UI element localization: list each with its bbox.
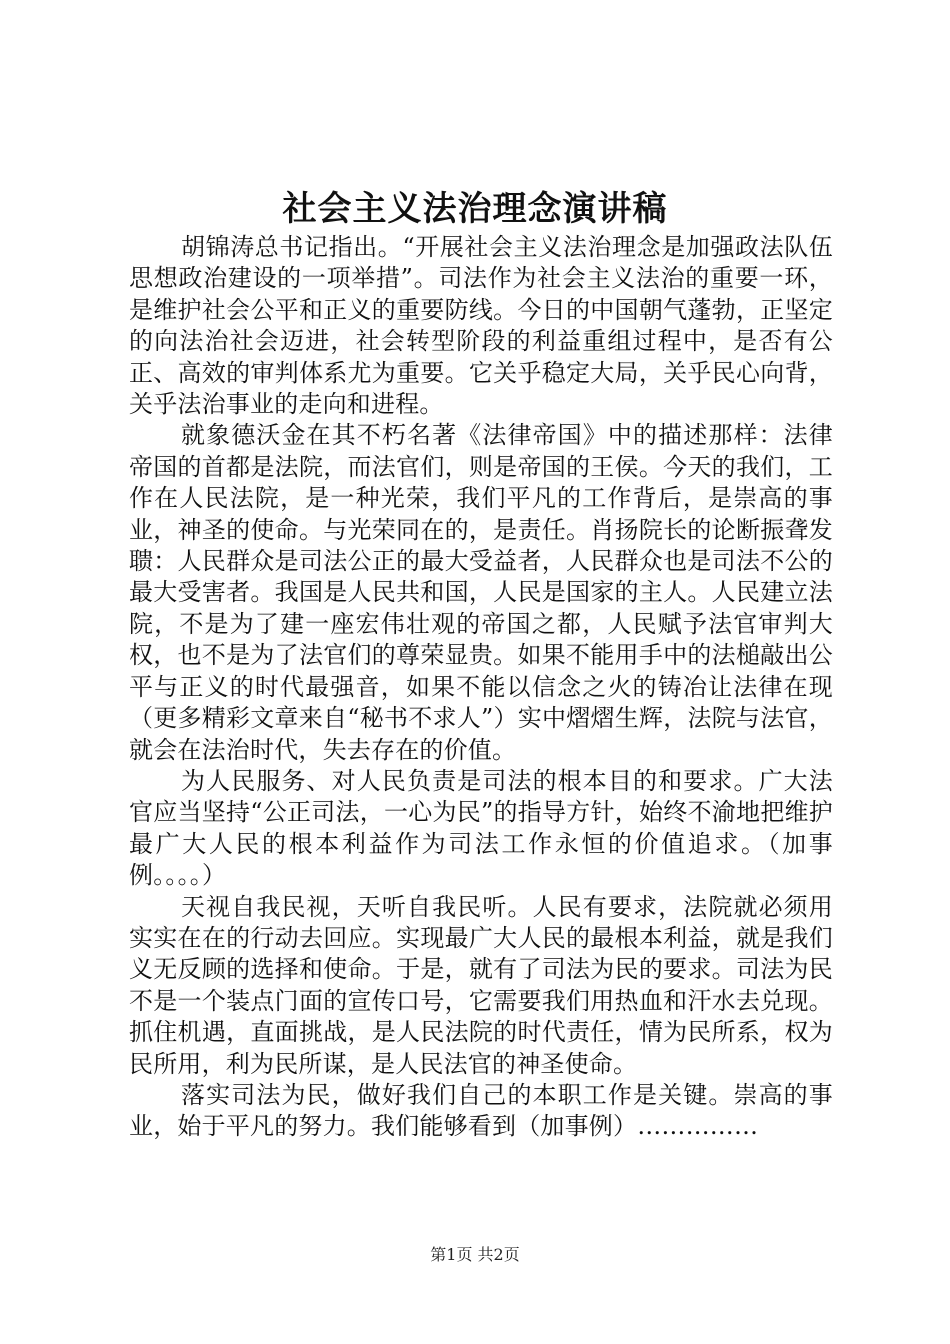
document-title: 社会主义法治理念演讲稿 (282, 189, 668, 229)
document-body (129, 232, 833, 1143)
paragraph-3: 为人民服务、对人民负责是司法的根本目的和要求。广大法官应当坚持“公正司法，一心为民”的指导方针，始终不渝地把维护最广大人民的根本利益作为司法工作永恒的价值追求。（加事例。。。。） (129, 766, 833, 890)
paragraph-1: 胡锦涛总书记指出。“开展社会主义法治理念是加强政法队伍思想政治建设的一项举措”。司法作为社会主义法治的重要一环，是维护社会公平和正义的重要防线。今日的中国朝气蓬勃，正坚定的向法治社会迈进，社会转型阶段的利益重组过程中，是否有公正、高效的审判体系尤为重要。它关乎稳定大局，关乎民心向背，关乎法治事业的走向和进程。 (129, 233, 833, 419)
paragraph-2: 就象德沃金在其不朽名著《法律帝国》中的描述那样：法律帝国的首都是法院，而法官们，则是帝国的王侯。今天的我们，工作在人民法院，是一种光荣，我们平凡的工作背后，是崇高的事业，神圣的使命。与光荣同在的，是责任。肖扬院长的论断振聋发聩：人民群众是司法公正的最大受益者，人民群众也是司法不公的最大受害者。我国是人民共和国，人民是国家的主人。人民建立法院，不是为了建一座宏伟壮观的帝国之都，人民赋予法官审判大权，也不是为了法官们的尊荣显贵。如果不能用手中的法槌敲出公平与正义的时代最强音，如果不能以信念之火的铸冶让法律在现（更多精彩文章来自“秘书不求人”）实中熠熠生辉，法院与法官，就会在法治时代，失去存在的价值。 (129, 421, 833, 764)
paragraph-4: 天视自我民视，天听自我民听。人民有要求，法院就必须用实实在在的行动去回应。实现最广大人民的最根本利益，就是我们义无反顾的选择和使命。于是，就有了司法为民的要求。司法为民不是一个装点门面的宣传口号，它需要我们用热血和汗水去兑现。抓住机遇，直面挑战，是人民法院的时代责任，情为民所系，权为民所用，利为民所谋，是人民法官的神圣使命。 (129, 892, 833, 1078)
paragraph-5: 落实司法为民，做好我们自己的本职工作是关键。崇高的事业，始于平凡的努力。我们能够看到（加事例）…………… (129, 1080, 833, 1141)
page-footer: 第1页 共2页 (430, 1245, 520, 1264)
